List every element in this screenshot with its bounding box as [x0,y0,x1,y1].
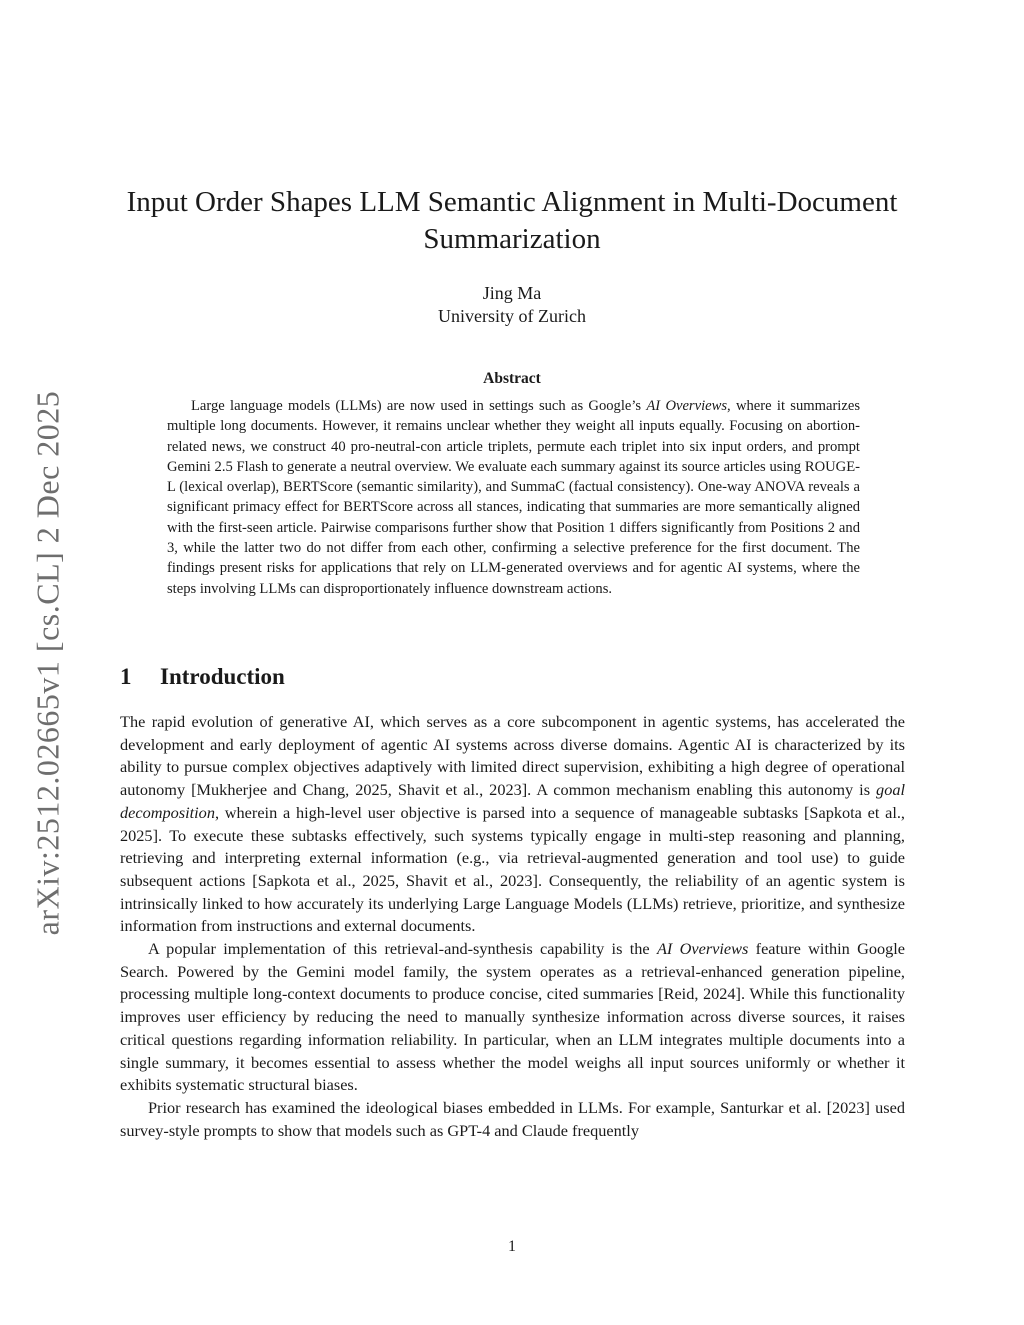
abstract-text: Large language models (LLMs) are now used in settings such as Google’s AI Overviews, where it summarizes multiple long documents. However, it remains unclear whether they weight all inputs equally. Focusing on abortion-related news, we construct 40 pro-neutral-con article triplets, permute each triplet into six input orders, and prompt Gemini 2.5 Flash to generate a neutral overview. We evaluate each summary against its source articles using ROUGE-L (lexical overlap), BERTScore (semantic similarity), and SummaC (factual consistency). One-way ANOVA reveals a significant primacy effect for BERTScore across all stances, indicating that summaries are more semantically aligned with the first-seen article. Pairwise comparisons further show that Position 1 differs significantly from Positions 2 and 3, while the latter two do not differ from each other, confirming a selective preference for the first document. The findings present risks for applications that rely on LLM-generated overviews and for agentic AI systems, where the steps involving LLMs can disproportionately influence downstream actions. [167,398,860,597]
page-number: 1 [508,1238,516,1255]
section-title: Introduction [160,664,285,689]
author-name: Jing Ma [482,283,542,303]
intro-paragraph-1: The rapid evolution of generative AI, which serves as a core subcomponent in agentic systems, has accelerated the development and early deployment of agentic AI systems across diverse domains. Agentic AI is characterized by its ability to pursue complex objectives adaptively with limited direct supervision, exhibiting a high degree of operational autonomy [Mukherjee and Chang, 2025, Shavit et al., 2023]. A common mechanism enabling this autonomy is goal decomposition, wherein a high-level user objective is parsed into a sequence of manageable subtasks [Sapkota et al., 2025]. To execute these subtasks effectively, such systems typically engage in multi-step reasoning and planning, retrieving and interpreting external information (e.g., via retrieval-augmented generation and tool use) to guide subsequent actions [Sapkota et al., 2025, Shavit et al., 2023]. Consequently, the reliability of an agentic system is intrinsically linked to how accurately its underlying Large Language Models (LLMs) retrieve, prioritize, and synthesize information from instructions and external documents. [120,712,905,936]
section-heading-introduction [120,664,285,690]
intro-paragraph-3: Prior research has examined the ideological biases embedded in LLMs. For example, Santurkar et al. [2023] used survey-style prompts to show that models such as GPT-4 and Claude frequently [120,1097,905,1140]
paper-title: Input Order Shapes LLM Semantic Alignment in Multi-Document Summarization [126,186,898,255]
author-affiliation: University of Zurich [438,306,586,326]
arxiv-identifier-stamp: arXiv:2512.02665v1 [cs.CL] 2 Dec 2025 [29,390,66,936]
abstract-heading: Abstract [483,370,541,387]
section-number: 1 [120,664,132,689]
introduction-body [120,711,905,1142]
intro-paragraph-2: A popular implementation of this retrieval-and-synthesis capability is the AI Overviews feature within Google Search. Powered by the Gemini model family, the system operates as a retrieval-enhanced generation pipeline, processing multiple long-context documents to produce concise, cited summaries [Reid, 2024]. While this functionality improves user efficiency by reducing the need to manually synthesize information across diverse sources, it raises critical questions regarding information reliability. In particular, when an LLM integrates multiple documents into a single summary, it becomes essential to assess whether the model weighs all input sources uniformly or whether it exhibits systematic structural biases. [120,939,906,1095]
abstract-emphasis: AI Overviews [646,398,728,414]
